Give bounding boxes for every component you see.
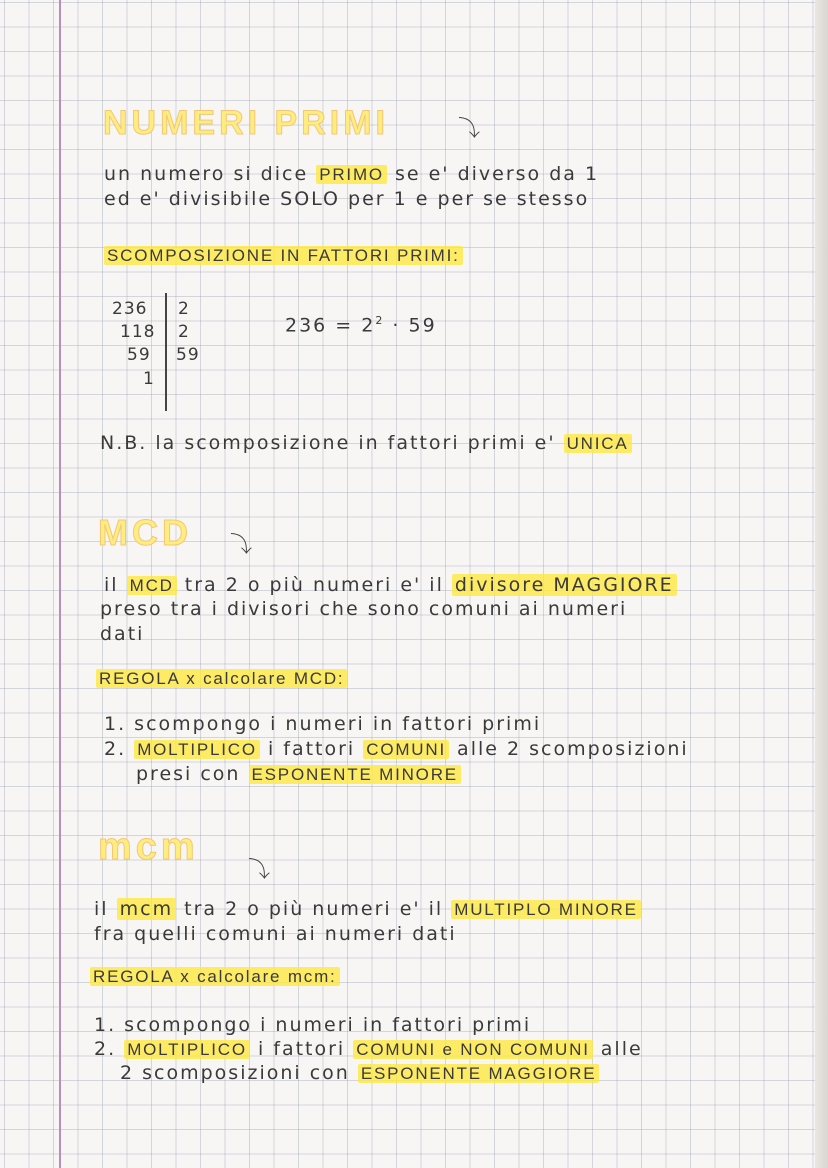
text: un numero si dice: [104, 163, 309, 185]
text: 2 scomposizioni con: [120, 1062, 350, 1084]
highlight-subtitle: SCOMPOSIZIONE IN FATTORI PRIMI:: [104, 246, 463, 265]
text: i fattori: [267, 738, 356, 760]
notebook-margin-line: [59, 0, 61, 1168]
highlight-mcd: MCD: [127, 576, 177, 595]
mcd-rule-title: [96, 669, 347, 689]
down-arrow-icon: ⤵: [248, 858, 271, 883]
mcm-title: mcm: [98, 826, 199, 868]
down-arrow-icon: ⤵: [458, 117, 481, 142]
text: tra 2 o più numeri e' il: [184, 898, 444, 920]
highlight-esponente-maggiore: ESPONENTE MAGGIORE: [358, 1064, 600, 1083]
mcm-definition-line2: fra quelli comuni ai numeri dati: [94, 923, 457, 945]
mcm-step2: [94, 1038, 643, 1060]
highlight-moltiplico: MOLTIPLICO: [124, 1040, 250, 1059]
dividend: 1: [143, 369, 155, 389]
text: alle 2 scomposizioni: [457, 738, 689, 760]
down-arrow-icon: ⤵: [230, 533, 253, 558]
text: tra 2 o più numeri e' il: [184, 574, 444, 596]
formula-text: · 59: [392, 314, 437, 337]
highlight-comuni: COMUNI: [363, 740, 449, 759]
primes-subtitle: [104, 246, 463, 266]
highlight-comuni-non-comuni: COMUNI e NON COMUNI: [353, 1040, 592, 1059]
highlight-moltiplico: MOLTIPLICO: [134, 740, 260, 759]
text: il: [104, 574, 119, 596]
mcd-definition-line3: dati: [100, 623, 145, 645]
mcd-step2: [104, 738, 689, 760]
divisor: 2: [178, 322, 190, 342]
highlight-unica: UNICA: [564, 434, 632, 453]
dividend: 59: [127, 345, 151, 365]
nb-note: [100, 432, 632, 454]
mcd-definition-line2: preso tra i divisori che sono comuni ai numeri: [100, 598, 628, 620]
mcd-definition-line1: [104, 574, 677, 596]
text: il: [94, 898, 109, 920]
division-line: [165, 293, 167, 411]
text: alle: [600, 1038, 643, 1060]
mcm-step3: [120, 1062, 599, 1084]
text: N.B. la scomposizione in fattori primi e': [100, 432, 556, 454]
mcd-step3: [136, 763, 461, 785]
text: 2.: [104, 738, 127, 760]
mcm-definition-line1: [94, 898, 641, 920]
text: i fattori: [257, 1038, 346, 1060]
highlight-mcm: mcm: [117, 898, 176, 920]
highlight-primo: PRIMO: [316, 165, 387, 184]
page-edge: [815, 0, 828, 1168]
highlight-divisore: divisore MAGGIORE: [452, 574, 677, 596]
factorization-formula: [285, 314, 437, 336]
text: presi con: [136, 763, 241, 785]
highlight-rule: REGOLA x calcolare MCD:: [96, 669, 347, 688]
exponent: 2: [375, 314, 385, 327]
mcd-title: MCD: [98, 512, 192, 553]
primes-definition-line1: [104, 163, 599, 185]
highlight-multiplo: MULTIPLO MINORE: [451, 900, 640, 919]
primes-definition-line2: ed e' divisibile SOLO per 1 e per se stesso: [104, 188, 590, 210]
highlight-rule: REGOLA x calcolare mcm:: [90, 967, 340, 986]
highlight-esponente-minore: ESPONENTE MINORE: [249, 765, 461, 784]
divisor: 59: [176, 345, 200, 365]
dividend: 236: [112, 299, 148, 319]
mcm-rule-title: [90, 967, 340, 987]
mcd-step1: 1. scompongo i numeri in fattori primi: [104, 713, 542, 735]
text: se e' diverso da 1: [394, 163, 600, 185]
dividend: 118: [120, 322, 156, 342]
formula-text: 236 = 2: [285, 314, 376, 337]
divisor: 2: [178, 299, 190, 319]
primes-title: NUMERI PRIMI: [103, 104, 389, 142]
text: 2.: [94, 1038, 117, 1060]
mcm-step1: 1. scompongo i numeri in fattori primi: [94, 1014, 532, 1036]
